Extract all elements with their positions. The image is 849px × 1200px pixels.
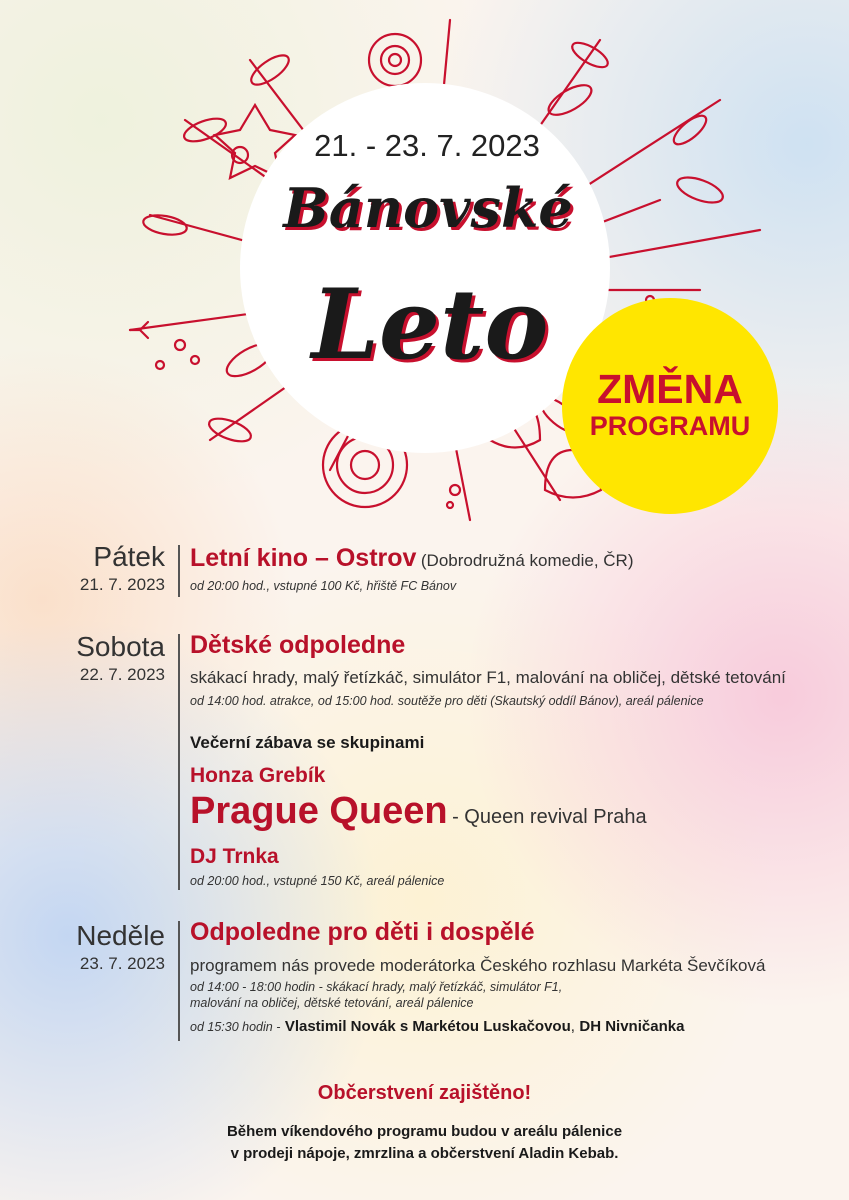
event-note: od 14:00 - 18:00 hodin - skákací hrady, malý řetízkáč, simulátor F1, (190, 980, 563, 994)
day-date: 23. 7. 2023 (79, 953, 165, 973)
event-note: od 20:00 hod., vstupné 150 Kč, areál pálenice (190, 874, 445, 888)
event-title: Letní kino – Ostrov (190, 544, 417, 572)
day-date: 21. 7. 2023 (79, 574, 165, 594)
badge-line-1: ZMĚNA (597, 366, 743, 413)
event-note: od 15:30 hodin - (190, 1020, 281, 1034)
event-note: od 14:00 hod. atrakce, od 15:00 hod. soutěže pro děti (Skautský oddíl Bánov), areál pálenice (190, 694, 704, 708)
band-note: - Queen revival Praha (452, 806, 647, 828)
event-date-range: 21. - 23. 7. 2023 (314, 128, 540, 163)
evening-heading: Večerní zábava se skupinami (190, 733, 425, 752)
day-name: Pátek (93, 541, 165, 572)
refreshments-text-2: v prodeji nápoje, zmrzlina a občerstvení Aladin Kebab. (230, 1145, 619, 1162)
event-title-note: (Dobrodružná komedie, ČR) (420, 551, 634, 570)
friday-event (190, 544, 633, 573)
day-date: 22. 7. 2023 (79, 664, 165, 684)
performer: Vlastimil Novák s Markétou Luskačovou (284, 1018, 571, 1035)
title-line-1: Bánovské (283, 176, 573, 240)
headliner (190, 790, 647, 833)
event-note: od 20:00 hod., vstupné 100 Kč, hřiště FC Bánov (190, 579, 457, 593)
event-title: Odpoledne pro děti i dospělé (190, 918, 535, 946)
day-sunday (0, 921, 165, 974)
event-title: Dětské odpoledne (190, 631, 406, 659)
divider-line (178, 921, 180, 1041)
title-line-2: Leto (311, 268, 549, 381)
day-saturday (0, 632, 165, 685)
event-sub: programem nás provede moderátorka Českého rozhlasu Markéta Ševčíková (190, 956, 766, 975)
badge-line-2: PROGRAMU (589, 411, 751, 442)
day-name: Neděle (76, 920, 165, 951)
performer: DH Nivničanka (579, 1018, 685, 1035)
band-name: Prague Queen (190, 790, 448, 832)
divider-line (178, 545, 180, 597)
refreshments-text-1: Během víkendového programu budou v areálu pálenice (226, 1123, 623, 1140)
program-change-badge (562, 298, 778, 514)
band-name: Honza Grebík (190, 764, 326, 787)
event-sub: skákací hrady, malý řetízkáč, simulátor F1, malování na obličej, dětské tetování (190, 668, 786, 687)
separator: , (570, 1018, 575, 1035)
performers-line (190, 1018, 684, 1036)
day-friday (0, 542, 165, 595)
day-name: Sobota (76, 631, 165, 662)
refreshments-title: Občerstvení zajištěno! (317, 1082, 532, 1104)
band-name: DJ Trnka (190, 845, 279, 868)
divider-line (178, 634, 180, 890)
event-note: malování na obličej, dětské tetování, areál pálenice (190, 996, 474, 1010)
